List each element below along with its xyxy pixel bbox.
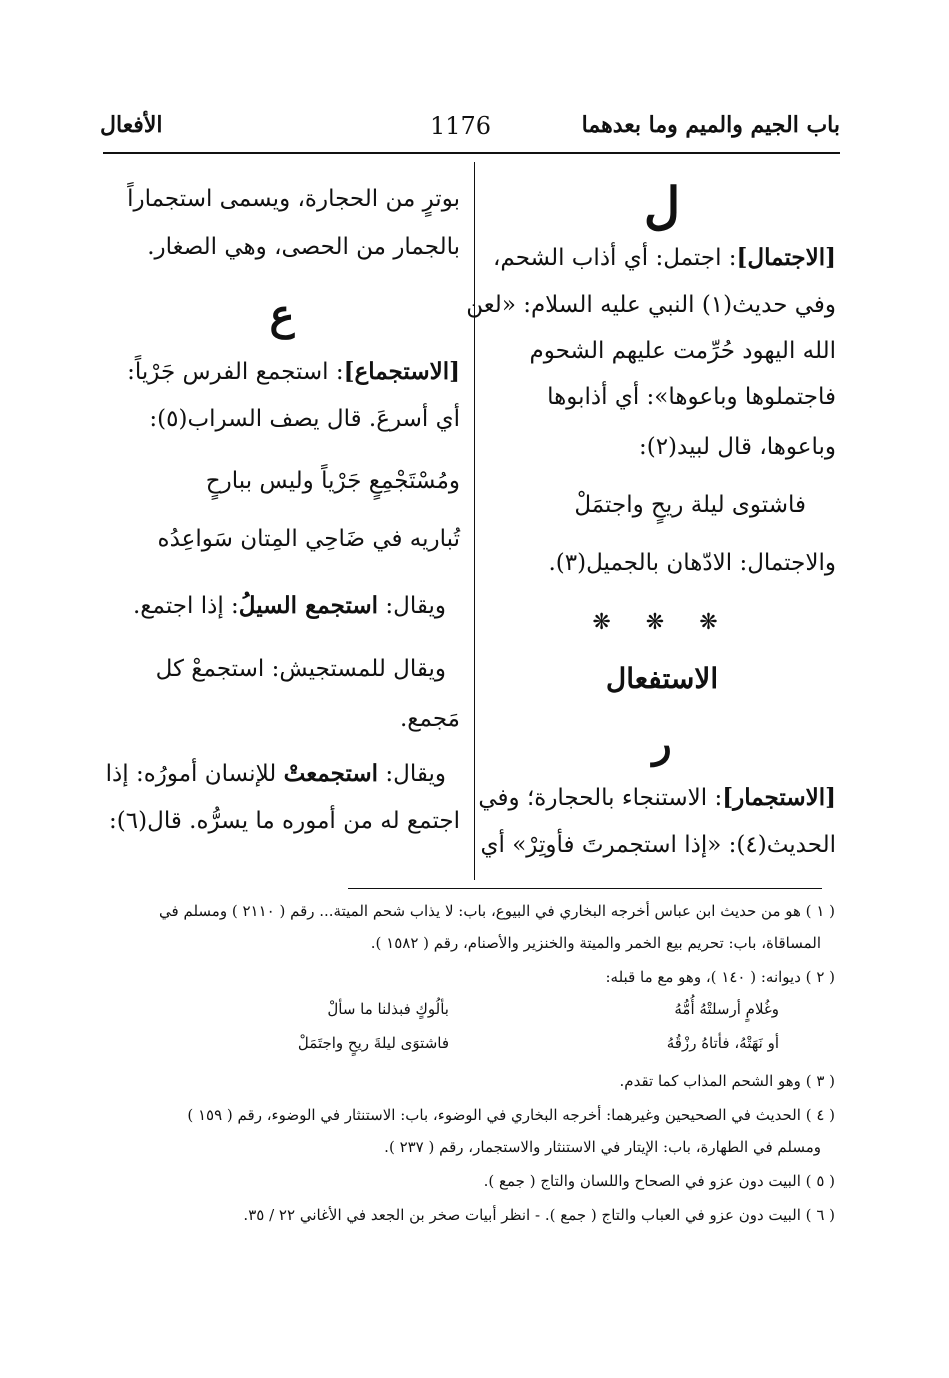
entry-headword: [الاستجمار] — [722, 784, 836, 811]
entry-text-line: والاجتمال: الادّهان بالجميل(٣). — [548, 550, 836, 576]
footnote-verse: أو نَهَتْهُ، فأتاهُ رزْقُهُ — [666, 1034, 779, 1052]
header-chapter-title: باب الجيم والميم وما بعدهما — [581, 112, 840, 138]
footnote-6: ( ٦ ) البيت دون عزو في العباب والتاج ( جمع ). - انظر أبيات صخر بن الجعد في الأغاني ٢٢ / ٣٥. — [243, 1206, 835, 1224]
entry-text-line: بوترٍ من الحجارة، ويسمى استجماراً — [127, 186, 460, 212]
footnote-5: ( ٥ ) البيت دون عزو في الصحاح واللسان والتاج ( جمع ). — [483, 1172, 835, 1190]
entry-headword: استجمعتْ — [283, 760, 379, 787]
entry-istijmar-line — [478, 784, 836, 811]
footnote-3: ( ٣ ) وهو الشحم المذاب كما تقدم. — [619, 1072, 835, 1090]
entry-text: : استجمع الفرس جَرْياً: — [127, 359, 344, 385]
page-number: 1176 — [430, 112, 492, 140]
footnote-verse: فاشتوَى ليلةَ ريحٍ واجتَمَلْ — [297, 1034, 449, 1052]
entry-istijma-line — [127, 358, 460, 385]
section-heading: الاستفعال — [605, 662, 719, 695]
entry-text: : الاستنجاء بالحجارة؛ وفي — [478, 785, 723, 811]
entry-yuqal-line — [133, 592, 446, 619]
entry-text-line: وفي حديث(١) النبي عليه السلام: «لعن — [466, 292, 836, 318]
footnote-1: ( ١ ) هو من حديث ابن عباس أخرجه البخاري في البيوع، باب: لا يذاب شحم الميتة... رقم ( ٢١١٠ ) ومسلم في — [159, 902, 835, 920]
entry-text: للإنسان أمورُه: إذا — [105, 761, 277, 787]
footnote-1-cont: المساقاة، باب: تحريم بيع الخمر والميتة والخنزير والأصنام، رقم ( ١٥٨٢ ). — [370, 934, 821, 952]
footnote-verse: وغُلامٍ أرسلتْهُ أُمُّهُ — [674, 1000, 779, 1018]
footnote-rule — [348, 888, 822, 889]
footnote-2: ( ٢ ) ديوانه: ( ١٤٠ )، وهو مع ما قبله: — [605, 968, 835, 986]
entry-ijtimal-line — [493, 244, 836, 271]
entry-text-line: اجتمع له من أموره ما يسرُّه. قال(٦): — [109, 808, 460, 834]
entry-headword: استجمع السيلُ — [238, 592, 379, 619]
header-rule — [103, 152, 840, 154]
section-separator-stars: ❋ ❋ ❋ — [592, 610, 732, 635]
poetry-verse: ومُسْتَجْمِعٍ جَرْياً وليس ببارحٍ — [205, 468, 460, 494]
letter-ain-heading: ع — [269, 290, 295, 339]
entry-text-line: الحديث(٤): «إذا استجمرتَ فأوتِرْ» أي — [480, 832, 836, 858]
entry-text-line: بالجمار من الحصى، وهي الصغار. — [147, 234, 460, 260]
poetry-verse: تُباريه في ضَاحِي المِتان سَواعِدُه — [157, 526, 460, 552]
entry-headword: [الاستجماع] — [343, 358, 460, 385]
entry-text-line: مَجمع. — [399, 706, 460, 732]
entry-text-line: أي أسرعَ. قال يصف السراب(٥): — [149, 406, 460, 432]
entry-yuqal-line — [106, 760, 446, 787]
entry-text-line: وباعوها، قال لبيد(٢): — [638, 434, 836, 460]
entry-headword: [الاجتمال] — [736, 244, 836, 271]
entry-text: ويقال: — [385, 761, 446, 787]
letter-ra-heading: ر — [652, 720, 672, 767]
page-header — [100, 112, 840, 152]
entry-text-line: ويقال للمستجيش: استجمعْ كل — [155, 656, 446, 682]
letter-lam-heading: ل — [643, 176, 681, 235]
entry-text: : إذا اجتمع. — [132, 593, 239, 619]
entry-text: : اجتمل: أي أذاب الشحم، — [492, 245, 737, 271]
column-divider — [474, 162, 475, 880]
entry-text-line: فاجتملوها وباعوها»: أي أذابوها — [547, 384, 836, 410]
poetry-verse: فاشتوى ليلة ريحٍ واجتمَلْ — [574, 492, 806, 518]
entry-text-line: الله اليهود حُرِّمت عليهم الشحوم — [529, 338, 836, 364]
footnote-4-cont: ومسلم في الطهارة، باب: الإيتار في الاستنثار والاستجمار، رقم ( ٢٣٧ ). — [384, 1138, 821, 1156]
footnote-4: ( ٤ ) الحديث في الصحيحين وغيرهما: أخرجه البخاري في الوضوء، باب: الاستنثار في الوضوء، رقم ( ١٥٩ ) — [187, 1106, 835, 1124]
header-section-title: الأفعال — [100, 112, 163, 138]
entry-text: ويقال: — [385, 593, 446, 619]
footnote-verse: بألُوكٍ فبذلنا ما سألْ — [327, 1000, 449, 1018]
